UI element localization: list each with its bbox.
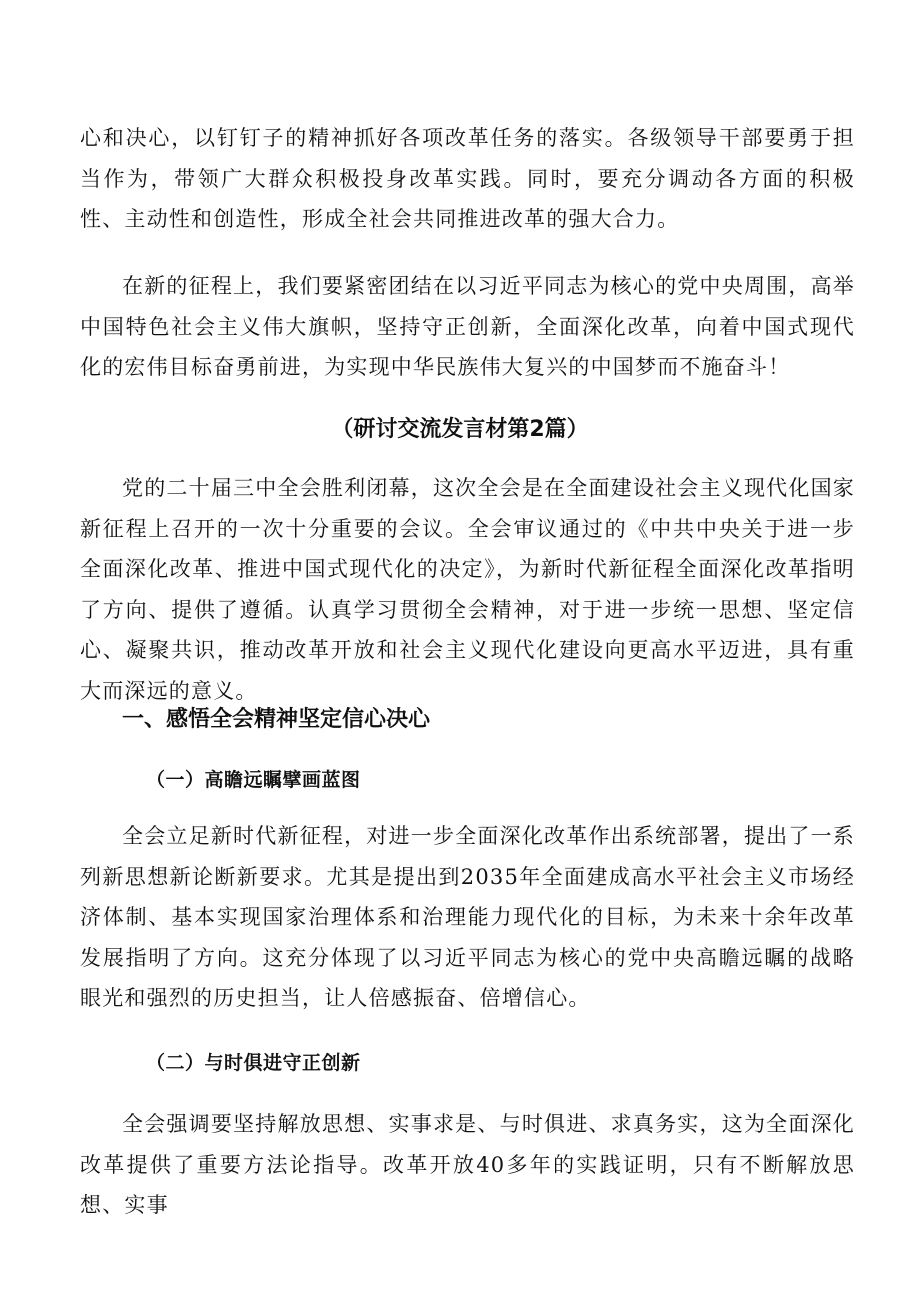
heading-level2-a: （一）高瞻远瞩擘画蓝图 [146, 769, 361, 791]
paragraph-body-a: 全会立足新时代新征程，对进一步全面深化改革作出系统部署，提出了一系列新思想新论断新要求。尤其是提出到2035年全面建成高水平社会主义市场经济体制、基本实现国家治理体系和治理能力现代化的目标，为未来十余年改革发展指明了方向。这充分体现了以习近平同志为核心的党中央高瞻远瞩的战略眼光和强烈的历史担当，让人倍感振奋、倍增信心。 [80, 824, 855, 1010]
paragraph-intro: 党的二十届三中全会胜利闭幕，这次全会是在全面建设社会主义现代化国家新征程上召开的一次十分重要的会议。全会审议通过的《中共中央关于进一步全面深化改革、推进中国式现代化的决定》，为新时代新征程全面深化改革指明了方向、提供了遵循。认真学习贯彻全会精神，对于进一步统一思想、坚定信心、凝聚共识，推动改革开放和社会主义现代化建设向更高水平迈进，具有重大而深远的意义。 [80, 476, 855, 703]
section-title: （研讨交流发言材第2篇） [331, 417, 589, 442]
paragraph-continuation: 心和决心，以钉钉子的精神抓好各项改革任务的落实。各级领导干部要勇于担当作为，带领广大群众积极投身改革实践。同时，要充分调动各方面的积极性、主动性和创造性，形成全社会共同推进改革的强大合力。 [80, 126, 855, 231]
heading-level1: 一、感悟全会精神坚定信心决心 [122, 707, 431, 732]
paragraph-body-b: 全会强调要坚持解放思想、实事求是、与时俱进、求真务实，这为全面深化改革提供了重要方法论指导。改革开放40多年的实践证明，只有不断解放思想、实事 [80, 1112, 855, 1217]
paragraph-closing: 在新的征程上，我们要紧密团结在以习近平同志为核心的党中央周围，高举中国特色社会主义伟大旗帜，坚持守正创新，全面深化改革，向着中国式现代化的宏伟目标奋勇前进，为实现中华民族伟大复兴的中国梦而不施奋斗！ [80, 274, 855, 379]
heading-level2-b: （二）与时俱进守正创新 [146, 1052, 361, 1074]
